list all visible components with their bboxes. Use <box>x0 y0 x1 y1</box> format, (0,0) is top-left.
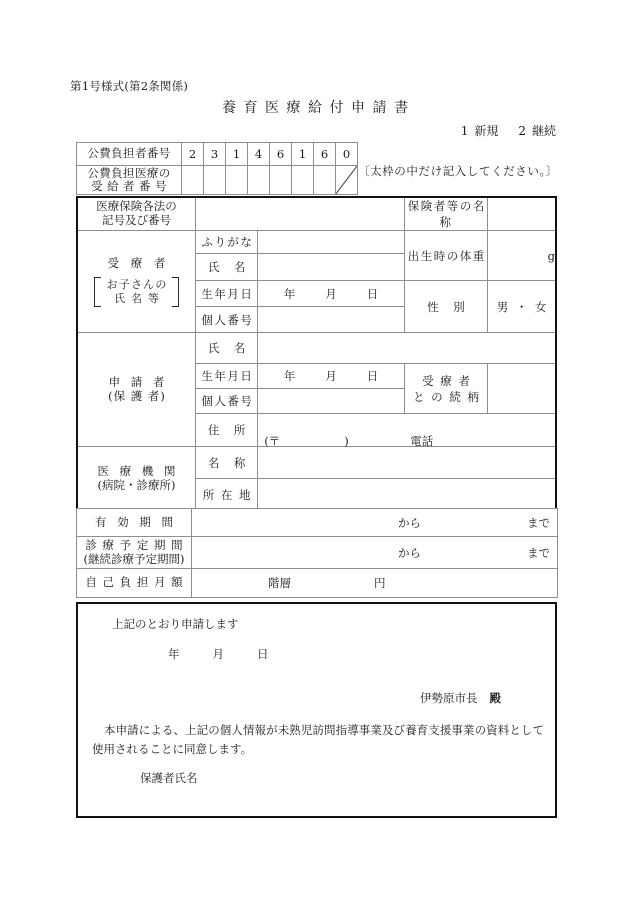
recipient-digit-2[interactable] <box>204 166 226 195</box>
main-application-table <box>76 196 557 512</box>
patient-section-sublabel <box>94 277 178 307</box>
public-burden-digit-1: 2 <box>182 143 204 166</box>
institution-section-label <box>77 447 195 512</box>
period-and-copay-table <box>76 508 558 598</box>
institution-section-label-line2: (病院・診療所) <box>97 477 176 492</box>
page-title: 養育医療給付申請書 <box>222 100 416 116</box>
table-row-patient-furigana <box>77 231 556 254</box>
patient-gender-options[interactable]: 男 ・ 女 <box>488 281 556 333</box>
type-label-continue[interactable]: 継続 <box>531 124 556 138</box>
valid-period-from-label: から <box>398 515 421 530</box>
diagonal-strike-icon <box>336 166 357 194</box>
applicant-name-label: 氏 名 <box>195 333 257 364</box>
patient-birth-year-unit: 年 <box>283 286 296 301</box>
declaration-box <box>76 602 557 818</box>
applicant-birth-day-unit: 日 <box>366 369 379 383</box>
table-row-copay <box>77 569 558 598</box>
addressee-name: 伊勢原市長 <box>420 691 478 705</box>
declaration-statement: 上記のとおり申請します <box>112 617 239 631</box>
copay-yen-label: 円 <box>374 576 386 590</box>
type-number-2: 2 <box>518 124 526 138</box>
insurance-code-label-line1: 医療保険各法の <box>96 199 177 214</box>
patient-section-label-main: 受 療 者 <box>107 255 170 270</box>
table-row-public-burden <box>77 143 358 166</box>
declaration-year-unit: 年 <box>168 647 180 661</box>
recipient-digit-3[interactable] <box>226 166 248 195</box>
postal-code-field[interactable] <box>264 433 349 449</box>
valid-period-body <box>192 509 557 536</box>
recipient-number-label-line2: 受 給 者 番 号 <box>91 178 167 193</box>
public-burden-label: 公費負担者番号 <box>77 143 182 166</box>
treatment-period-body <box>192 537 557 568</box>
application-type-choice <box>0 122 556 139</box>
public-burden-digit-8: 0 <box>336 143 358 166</box>
insurer-name-label: 保険者等の名称 <box>404 197 487 231</box>
patient-furigana-value[interactable] <box>258 231 405 254</box>
treatment-period-to-label: まで <box>527 545 550 560</box>
recipient-number-label-line1: 公費負担医療の <box>87 166 171 180</box>
patient-name-value[interactable] <box>258 254 405 281</box>
patient-furigana-label: ふりがな <box>195 231 257 254</box>
insurance-code-label-line2: 記号及び番号 <box>101 213 171 227</box>
table-row-valid-period <box>77 509 558 537</box>
applicant-name-value[interactable] <box>258 333 556 364</box>
recipient-number-label <box>77 166 182 195</box>
insurance-code-label <box>77 197 195 231</box>
patient-sublabel-line1: お子さんの <box>106 278 168 292</box>
applicant-birth-month-unit: 月 <box>325 369 337 383</box>
public-burden-digit-7: 6 <box>314 143 336 166</box>
form-code: 第1号様式(第2条関係) <box>70 79 189 93</box>
telephone-label: 電話 <box>410 434 434 448</box>
treatment-period-label <box>77 537 192 569</box>
patient-birthdate-value[interactable] <box>258 281 405 307</box>
patient-mynumber-value[interactable] <box>258 307 405 333</box>
patient-gender-label: 性 別 <box>404 281 487 333</box>
birth-weight-value[interactable] <box>488 231 556 281</box>
institution-section-label-line1: 医 療 機 関 <box>97 463 179 478</box>
patient-mynumber-label: 個人番号 <box>195 307 257 333</box>
consent-paragraph: 本申請による、上記の個人情報が未熟児訪問指導事業及び養育支援事業の資料として使用されることに同意します。 <box>92 723 544 756</box>
copay-tier-label: 階層 <box>268 576 291 590</box>
copay-body <box>192 569 557 597</box>
public-burden-digit-3: 1 <box>226 143 248 166</box>
declaration-day-unit: 日 <box>257 647 269 661</box>
recipient-digit-1[interactable] <box>182 166 204 195</box>
recipient-digit-4[interactable] <box>248 166 270 195</box>
valid-period-to-label: まで <box>527 515 550 530</box>
public-burden-digit-6: 1 <box>292 143 314 166</box>
patient-birth-day-unit: 日 <box>366 286 379 301</box>
declaration-month-unit: 月 <box>212 647 224 661</box>
addressee-honorific: 殿 <box>489 691 501 705</box>
applicant-address-label: 住 所 <box>195 414 257 447</box>
public-burden-digit-2: 3 <box>204 143 226 166</box>
fill-instruction-note: 〔太枠の中だけ記入してください。〕 <box>358 164 558 178</box>
recipient-digit-8-struck <box>336 166 358 195</box>
valid-period-label: 有 効 期 間 <box>77 509 192 537</box>
institution-location-label: 所 在 地 <box>195 479 257 512</box>
table-row-applicant-name <box>77 333 556 364</box>
table-row-treatment-period <box>77 537 558 569</box>
recipient-digit-6[interactable] <box>292 166 314 195</box>
declaration-addressee <box>420 690 501 706</box>
type-number-1: 1 <box>460 124 469 138</box>
relation-label-line1: 受 療 者 <box>422 373 472 388</box>
copay-label: 自 己 負 担 月 額 <box>77 569 192 598</box>
applicant-mynumber-value[interactable] <box>258 389 405 414</box>
insurance-code-value[interactable] <box>195 197 404 231</box>
postal-mark-icon: (〒 <box>264 434 281 448</box>
copay-value[interactable] <box>192 569 558 598</box>
public-burden-digit-4: 4 <box>248 143 270 166</box>
patient-section-label <box>77 231 195 333</box>
applicant-section-label-line1: 申 請 者 <box>108 374 168 389</box>
institution-name-value[interactable] <box>258 447 556 479</box>
patient-birth-month-unit: 月 <box>325 286 337 301</box>
applicant-birthdate-label: 生年月日 <box>195 364 257 389</box>
type-label-new[interactable]: 新規 <box>474 124 499 138</box>
birth-weight-label: 出生時の体重 <box>404 231 487 281</box>
applicant-address-value[interactable] <box>258 414 556 447</box>
relation-label-line2: と の 続 柄 <box>413 389 481 404</box>
applicant-birth-year-unit: 年 <box>283 369 296 383</box>
treatment-period-label-line1: 診 療 予 定 期 間 <box>85 537 184 552</box>
treatment-period-label-line2: (継続診療予定期間) <box>83 551 185 566</box>
table-row-institution-name <box>77 447 556 479</box>
birth-weight-unit: g <box>547 248 555 263</box>
recipient-digit-5[interactable] <box>270 166 292 195</box>
patient-sublabel-line2: 氏 名 等 <box>114 292 161 306</box>
applicant-section-label <box>77 333 195 447</box>
institution-location-value[interactable] <box>258 479 556 512</box>
declaration-date[interactable] <box>168 646 269 662</box>
valid-period-value[interactable] <box>192 509 558 537</box>
relation-to-patient-value[interactable] <box>488 364 556 414</box>
table-row-insurance <box>77 197 556 231</box>
insurer-name-value[interactable] <box>488 197 556 231</box>
institution-name-label: 名 称 <box>195 447 257 479</box>
applicant-section-label-line2: (保 護 者) <box>108 388 166 403</box>
guardian-signature-label: 保護者氏名 <box>140 771 198 785</box>
treatment-period-value[interactable] <box>192 537 558 569</box>
postal-close-paren: ) <box>344 434 349 448</box>
patient-name-label: 氏 名 <box>195 254 257 281</box>
public-burden-digit-5: 6 <box>270 143 292 166</box>
applicant-mynumber-label: 個人番号 <box>195 389 257 414</box>
table-row-recipient-number <box>77 166 358 195</box>
applicant-birthdate-value[interactable] <box>258 364 405 389</box>
patient-birthdate-label: 生年月日 <box>195 281 257 307</box>
treatment-period-from-label: から <box>398 545 421 560</box>
relation-to-patient-label <box>404 364 487 414</box>
public-burden-number-grid <box>76 142 358 195</box>
recipient-digit-7[interactable] <box>314 166 336 195</box>
